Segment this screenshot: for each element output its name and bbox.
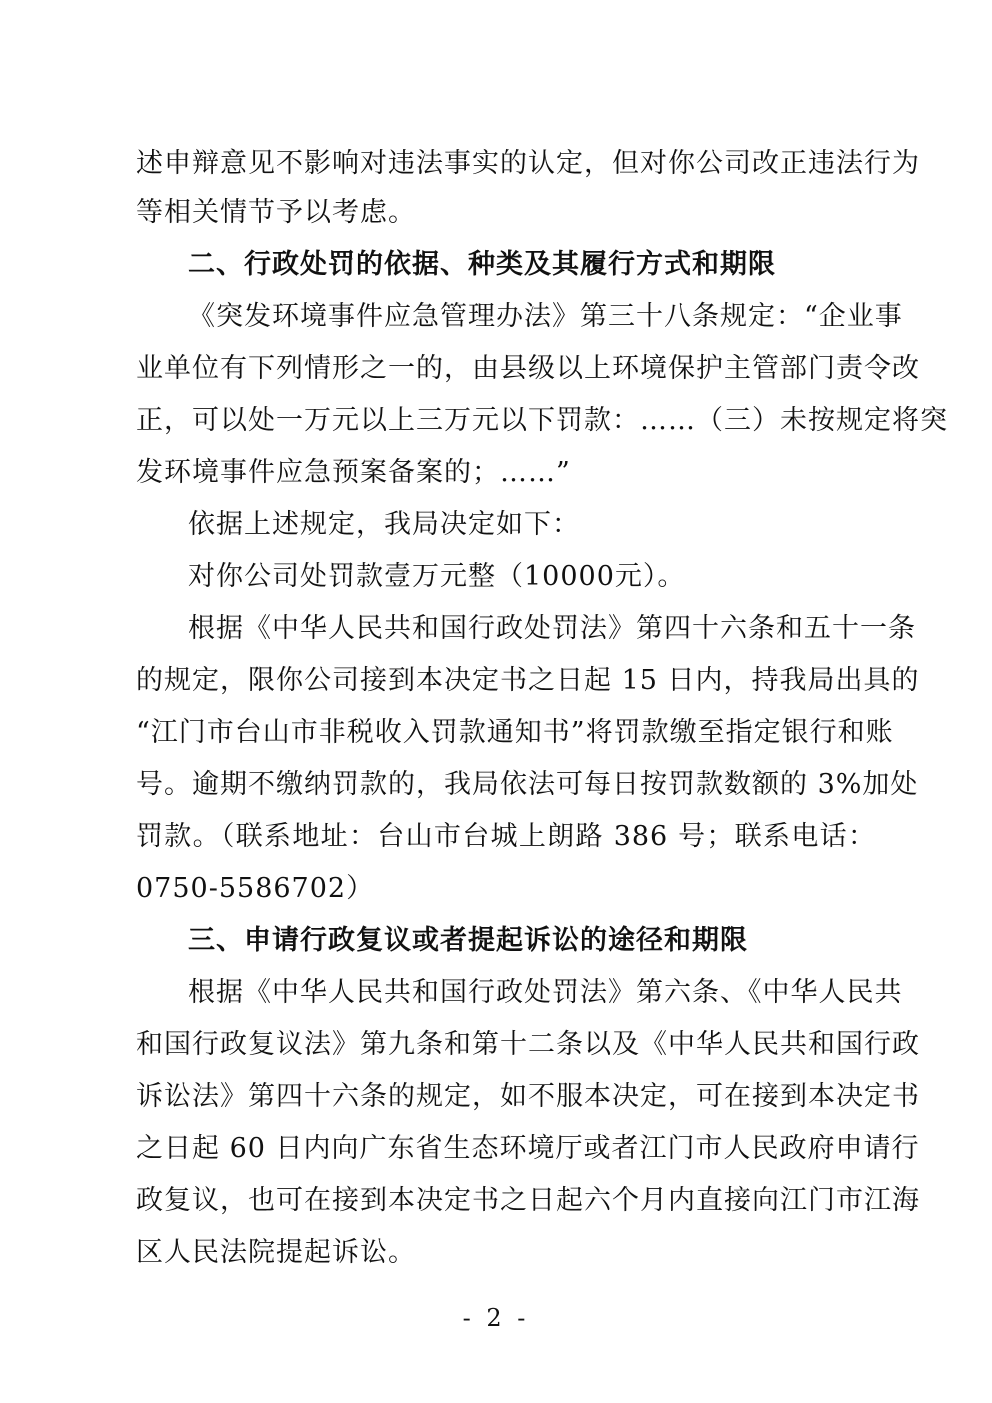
body-line: 《突发环境事件应急管理办法》第三十八条规定：“企业事 <box>188 301 903 332</box>
penalty-amount: 对你公司处罚款壹万元整（10000元）。 <box>188 561 686 592</box>
body-line: “江门市台山市非税收入罚款通知书”将罚款缴至指定银行和账 <box>136 717 894 748</box>
body-line: 号。逾期不缴纳罚款的，我局依法可每日按罚款数额的 3%加处 <box>136 769 919 800</box>
body-line: 区人民法院提起诉讼。 <box>136 1237 416 1268</box>
section-heading-3: 三、申请行政复议或者提起诉讼的途径和期限 <box>188 925 748 956</box>
body-line: 根据《中华人民共和国行政处罚法》第四十六条和五十一条 <box>188 613 916 644</box>
body-line: 和国行政复议法》第九条和第十二条以及《中华人民共和国行政 <box>136 1029 920 1060</box>
section-heading-2: 二、行政处罚的依据、种类及其履行方式和期限 <box>188 249 776 280</box>
contact-address: 罚款。（联系地址：台山市台城上朗路 386 号；联系电话： <box>136 821 876 852</box>
body-line: 诉讼法》第四十六条的规定，如不服本决定，可在接到本决定书 <box>136 1081 920 1112</box>
body-line: 之日起 60 日内向广东省生态环境厅或者江门市人民政府申请行 <box>136 1133 920 1164</box>
body-line: 业单位有下列情形之一的，由县级以上环境保护主管部门责令改 <box>136 353 920 384</box>
body-line: 的规定，限你公司接到本决定书之日起 15 日内，持我局出具的 <box>136 665 920 696</box>
body-line: 依据上述规定，我局决定如下： <box>188 509 580 540</box>
contact-phone: 0750-5586702） <box>136 873 375 904</box>
body-line: 政复议，也可在接到本决定书之日起六个月内直接向江门市江海 <box>136 1185 920 1216</box>
page-number: - 2 - <box>462 1304 530 1332</box>
body-line: 根据《中华人民共和国行政处罚法》第六条、《中华人民共 <box>188 977 903 1008</box>
body-line: 述申辩意见不影响对违法事实的认定，但对你公司改正违法行为 <box>136 148 920 179</box>
body-line: 等相关情节予以考虑。 <box>136 197 416 228</box>
body-line: 正，可以处一万元以上三万元以下罚款：……（三）未按规定将突 <box>136 405 948 436</box>
body-line: 发环境事件应急预案备案的；……” <box>136 457 571 488</box>
